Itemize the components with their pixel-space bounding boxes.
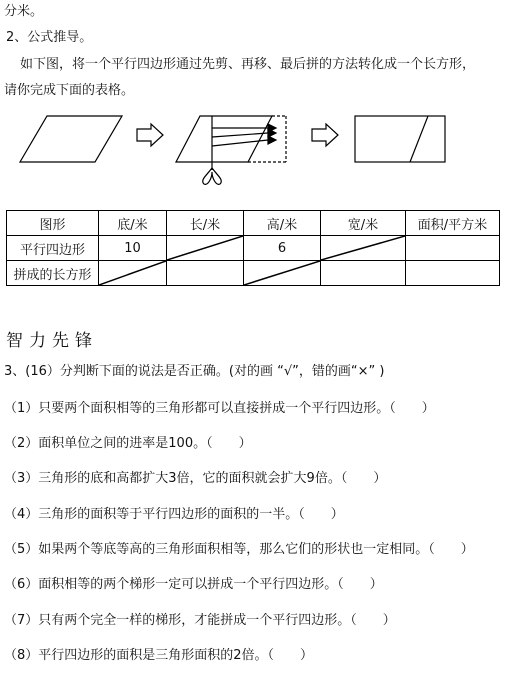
table-row bbox=[7, 236, 500, 261]
judgement-item: （6）面积相等的两个梯形一定可以拼成一个平行四边形。（ ） bbox=[4, 577, 383, 592]
height-cell: 6 bbox=[244, 236, 321, 261]
judgement-item: （2）面积单位之间的进率是100。（ ） bbox=[4, 436, 252, 451]
width-cell[interactable] bbox=[321, 261, 406, 286]
row-label: 平行四边形 bbox=[7, 236, 99, 261]
section-title: 智力先锋 bbox=[6, 331, 98, 351]
judgement-item: （1）只要两个面积相等的三角形都可以直接拼成一个平行四边形。（ ） bbox=[4, 401, 435, 416]
section2-heading: 2、公式推导。 bbox=[6, 30, 93, 45]
table-header-row bbox=[7, 211, 500, 236]
judgement-item: （4）三角形的面积等于平行四边形的面积的一半。（ ） bbox=[4, 507, 344, 522]
base-cell-crossed bbox=[99, 261, 167, 286]
arrow-right-icon bbox=[137, 124, 163, 146]
rectangle-figure bbox=[355, 116, 445, 162]
width-cell-crossed bbox=[321, 236, 406, 261]
arrow-right-icon bbox=[312, 124, 338, 146]
cut-parallelogram-figure bbox=[176, 116, 286, 184]
parallelogram-figure bbox=[20, 116, 122, 162]
question3-prompt: 3、(16）分判断下面的说法是否正确。(对的画 “√”，错的画“×” ) bbox=[4, 364, 385, 379]
header-cell: 图形 bbox=[7, 211, 99, 236]
judgement-item: （3）三角形的底和高都扩大3倍，它的面积就会扩大9倍。（ ） bbox=[4, 471, 387, 486]
top-fragment: 分米。 bbox=[4, 4, 44, 19]
header-cell: 高/米 bbox=[244, 211, 321, 236]
row-label: 拼成的长方形 bbox=[7, 261, 99, 286]
area-cell[interactable] bbox=[406, 261, 500, 286]
formula-table bbox=[6, 210, 500, 286]
header-cell: 面积/平方米 bbox=[406, 211, 500, 236]
area-cell[interactable] bbox=[406, 236, 500, 261]
height-cell-crossed bbox=[244, 261, 321, 286]
length-cell[interactable] bbox=[167, 261, 244, 286]
judgement-item: （7）只有两个完全一样的梯形，才能拼成一个平行四边形。（ ） bbox=[4, 613, 396, 628]
table-row bbox=[7, 261, 500, 286]
instruction-line-2: 请你完成下面的表格。 bbox=[4, 83, 135, 98]
length-cell-crossed bbox=[167, 236, 244, 261]
base-cell: 10 bbox=[99, 236, 167, 261]
header-cell: 长/米 bbox=[167, 211, 244, 236]
instruction-line-1: 如下图，将一个平行四边形通过先剪、再移、最后拼的方法转化成一个长方形， bbox=[20, 57, 476, 72]
judgement-item: （8）平行四边形的面积是三角形面积的2倍。（ ） bbox=[4, 648, 314, 663]
header-cell: 底/米 bbox=[99, 211, 167, 236]
judgement-item: （5）如果两个等底等高的三角形面积相等，那么它们的形状也一定相同。（ ） bbox=[4, 542, 474, 557]
header-cell: 宽/米 bbox=[321, 211, 406, 236]
